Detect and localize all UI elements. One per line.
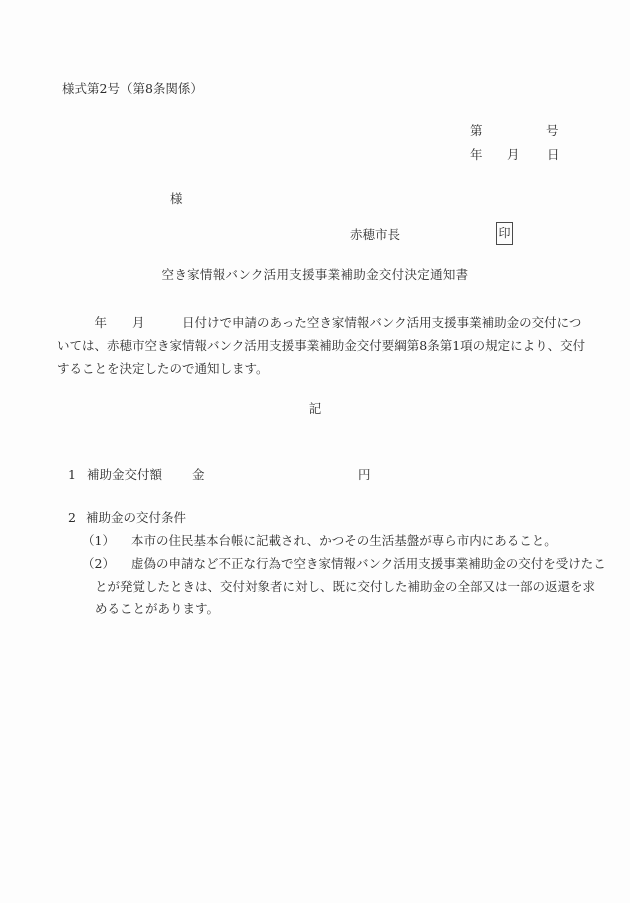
condition-1-number: （1） [82,533,115,548]
seal-box [496,222,513,245]
doc-number-prefix: 第 [470,123,483,138]
item1-currency-prefix: 金 [192,467,205,482]
item1-label: 補助金交付額 [87,467,163,482]
condition-1-text: 本市の住民基本台帳に記載され、かつその生活基盤が専ら市内にあること。 [131,533,557,548]
condition-2-text-line-2: とが発覚したときは、交付対象者に対し、既に交付した補助金の全部又は一部の返還を求 [95,579,596,594]
item1-number: 1 [68,467,76,482]
record-marker: 記 [308,401,322,416]
item2-label: 補助金の交付条件 [86,510,187,525]
document-title: 空き家情報バンク活用支援事業補助金交付決定通知書 [161,267,469,282]
body-line-2: いては、赤穂市空き家情報バンク活用支援事業補助金交付要綱第8条第1項の規定により、交付 [57,338,586,353]
addressee-honorific: 様 [170,191,183,206]
condition-2-text-line-3: めることがあります。 [95,601,220,616]
item2-number: 2 [68,510,76,525]
body-line-1: 年 月 日付けで申請のあった空き家情報バンク活用支援事業補助金の交付につ [57,315,582,330]
date-month-label: 月 [507,147,520,162]
condition-2-number: （2） [82,556,115,571]
date-day-label: 日 [547,147,560,162]
form-number-label: 様式第2号（第8条関係） [62,81,203,96]
date-year-label: 年 [470,147,483,162]
sender-title: 赤穂市長 [350,227,401,242]
condition-2-text-line-1: 虚偽の申請など不正な行為で空き家情報バンク活用支援事業補助金の交付を受けたこ [131,556,606,571]
body-line-3: することを決定したので通知します。 [57,361,269,376]
seal-mark: 印 [498,226,511,240]
item1-currency-suffix: 円 [358,467,371,482]
doc-number-suffix: 号 [546,123,559,138]
